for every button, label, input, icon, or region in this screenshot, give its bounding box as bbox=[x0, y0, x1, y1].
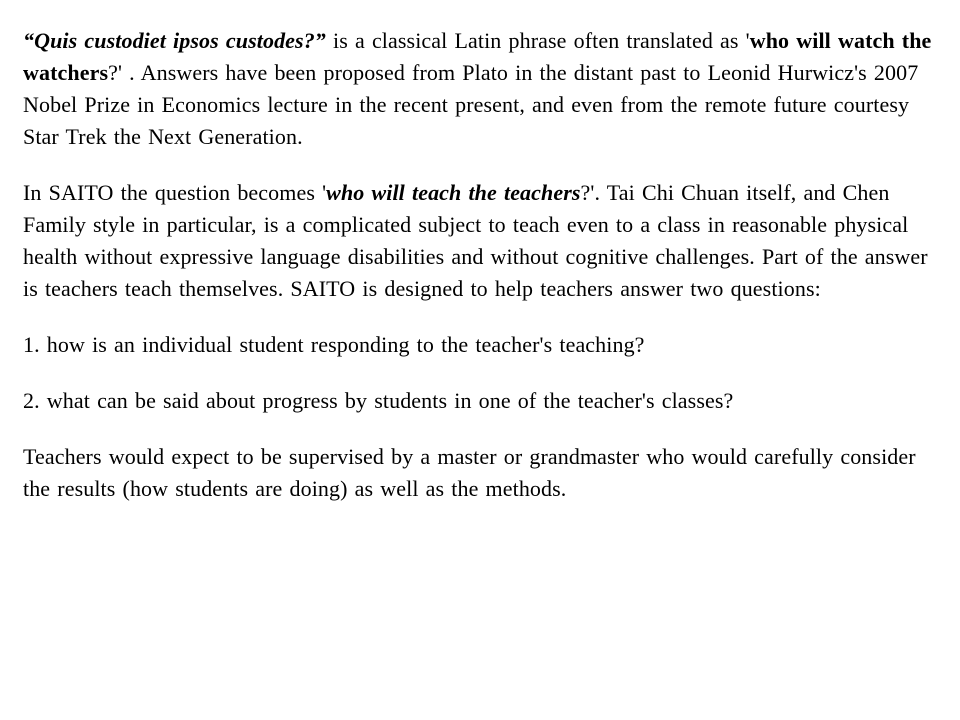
text-run: In SAITO the question becomes ' bbox=[23, 180, 327, 205]
text-run: 2. what can be said about progress by students in one of the teacher's classes? bbox=[23, 388, 734, 413]
list-item-question-2 bbox=[23, 385, 934, 417]
text-run: is a classical Latin phrase often translated as ' bbox=[325, 28, 750, 53]
text-run: 1. how is an individual student responding to the teacher's teaching? bbox=[23, 332, 645, 357]
teach-the-teachers-text: who will teach the teachers bbox=[326, 180, 581, 205]
list-item-question-1 bbox=[23, 329, 934, 361]
text-run: ?'. Tai Chi Chuan itself, and Chen Family style in particular, is a complicated subject to teach even to a class in reasonable physical health without expressive language disabilities and without cognitive challenges. Part of the answer is teachers teach themselves. SAITO is designed to help teachers answer two questions: bbox=[23, 180, 928, 301]
watch-the-watchers-text: who will watch the watchers bbox=[23, 28, 932, 85]
text-run: ?' . Answers have been proposed from Plato in the distant past to Leonid Hurwicz's 2007 Nobel Prize in Economics lecture in the recent present, and even from the remote future courtesy Star Trek the Next Generation. bbox=[23, 60, 919, 149]
paragraph-teachers-supervised bbox=[23, 441, 934, 505]
paragraph-saito-question bbox=[23, 177, 934, 305]
latin-phrase-text: “Quis custodiet ipsos custodes?” bbox=[23, 28, 326, 53]
paragraph-quis-custodiet bbox=[23, 25, 934, 153]
text-run: Teachers would expect to be supervised by a master or grandmaster who would carefully consider the results (how students are doing) as well as the methods. bbox=[23, 444, 916, 501]
